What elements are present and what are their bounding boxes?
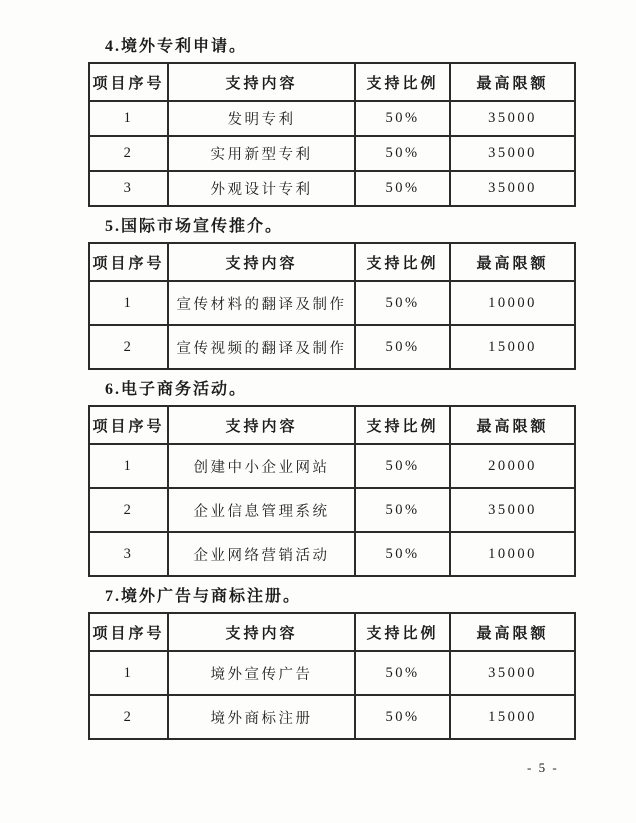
cell-item-no: 1 bbox=[89, 281, 168, 325]
cell-item-no: 2 bbox=[89, 325, 168, 369]
cell-ratio: 50% bbox=[355, 281, 450, 325]
column-header-limit: 最高限额 bbox=[450, 63, 575, 101]
cell-limit: 10000 bbox=[450, 532, 575, 576]
section-overseas-ads-trademark bbox=[0, 586, 636, 740]
cell-ratio: 50% bbox=[355, 171, 450, 206]
cell-content: 创建中小企业网站 bbox=[168, 444, 355, 488]
section-intl-market-promotion bbox=[0, 216, 636, 370]
column-header-ratio: 支持比例 bbox=[355, 406, 450, 444]
table-row bbox=[89, 488, 575, 532]
cell-content: 宣传材料的翻译及制作 bbox=[168, 281, 355, 325]
column-header-limit: 最高限额 bbox=[450, 243, 575, 281]
cell-limit: 10000 bbox=[450, 281, 575, 325]
cell-item-no: 1 bbox=[89, 101, 168, 136]
cell-content: 境外商标注册 bbox=[168, 695, 355, 739]
cell-content: 宣传视频的翻译及制作 bbox=[168, 325, 355, 369]
cell-ratio: 50% bbox=[355, 488, 450, 532]
cell-ratio: 50% bbox=[355, 325, 450, 369]
cell-content: 实用新型专利 bbox=[168, 136, 355, 171]
table-row bbox=[89, 171, 575, 206]
cell-ratio: 50% bbox=[355, 532, 450, 576]
section-heading: 5.国际市场宣传推介。 bbox=[105, 218, 284, 235]
table-row bbox=[89, 136, 575, 171]
cell-item-no: 1 bbox=[89, 444, 168, 488]
table-row bbox=[89, 444, 575, 488]
section-ecommerce bbox=[0, 379, 636, 577]
cell-limit: 15000 bbox=[450, 695, 575, 739]
section-heading: 6.电子商务活动。 bbox=[105, 381, 248, 398]
cell-item-no: 1 bbox=[89, 651, 168, 695]
column-header-item-no: 项目序号 bbox=[89, 406, 168, 444]
column-header-ratio: 支持比例 bbox=[355, 63, 450, 101]
page-number: - 5 - bbox=[527, 760, 559, 775]
table-row bbox=[89, 325, 575, 369]
cell-content: 发明专利 bbox=[168, 101, 355, 136]
cell-ratio: 50% bbox=[355, 136, 450, 171]
column-header-item-no: 项目序号 bbox=[89, 243, 168, 281]
column-header-content: 支持内容 bbox=[168, 63, 355, 101]
cell-item-no: 2 bbox=[89, 695, 168, 739]
subsidy-table bbox=[88, 612, 576, 740]
cell-limit: 35000 bbox=[450, 651, 575, 695]
table-row bbox=[89, 695, 575, 739]
column-header-limit: 最高限额 bbox=[450, 613, 575, 651]
cell-limit: 20000 bbox=[450, 444, 575, 488]
cell-content: 境外宣传广告 bbox=[168, 651, 355, 695]
table-row bbox=[89, 281, 575, 325]
column-header-item-no: 项目序号 bbox=[89, 63, 168, 101]
cell-limit: 15000 bbox=[450, 325, 575, 369]
cell-item-no: 2 bbox=[89, 136, 168, 171]
cell-item-no: 2 bbox=[89, 488, 168, 532]
column-header-content: 支持内容 bbox=[168, 243, 355, 281]
table-header-row bbox=[89, 406, 575, 444]
section-heading: 4.境外专利申请。 bbox=[105, 38, 248, 55]
subsidy-table bbox=[88, 405, 576, 577]
cell-ratio: 50% bbox=[355, 101, 450, 136]
table-row bbox=[89, 651, 575, 695]
table-row bbox=[89, 101, 575, 136]
column-header-content: 支持内容 bbox=[168, 613, 355, 651]
section-overseas-patent bbox=[0, 36, 636, 207]
column-header-ratio: 支持比例 bbox=[355, 613, 450, 651]
column-header-content: 支持内容 bbox=[168, 406, 355, 444]
cell-limit: 35000 bbox=[450, 171, 575, 206]
section-heading: 7.境外广告与商标注册。 bbox=[105, 588, 302, 605]
cell-content: 企业网络营销活动 bbox=[168, 532, 355, 576]
table-header-row bbox=[89, 63, 575, 101]
cell-ratio: 50% bbox=[355, 651, 450, 695]
cell-limit: 35000 bbox=[450, 488, 575, 532]
cell-item-no: 3 bbox=[89, 171, 168, 206]
cell-content: 企业信息管理系统 bbox=[168, 488, 355, 532]
column-header-ratio: 支持比例 bbox=[355, 243, 450, 281]
cell-ratio: 50% bbox=[355, 444, 450, 488]
column-header-limit: 最高限额 bbox=[450, 406, 575, 444]
cell-content: 外观设计专利 bbox=[168, 171, 355, 206]
subsidy-table bbox=[88, 62, 576, 207]
table-header-row bbox=[89, 243, 575, 281]
cell-limit: 35000 bbox=[450, 101, 575, 136]
table-row bbox=[89, 532, 575, 576]
subsidy-table bbox=[88, 242, 576, 370]
cell-limit: 35000 bbox=[450, 136, 575, 171]
cell-ratio: 50% bbox=[355, 695, 450, 739]
column-header-item-no: 项目序号 bbox=[89, 613, 168, 651]
cell-item-no: 3 bbox=[89, 532, 168, 576]
table-header-row bbox=[89, 613, 575, 651]
